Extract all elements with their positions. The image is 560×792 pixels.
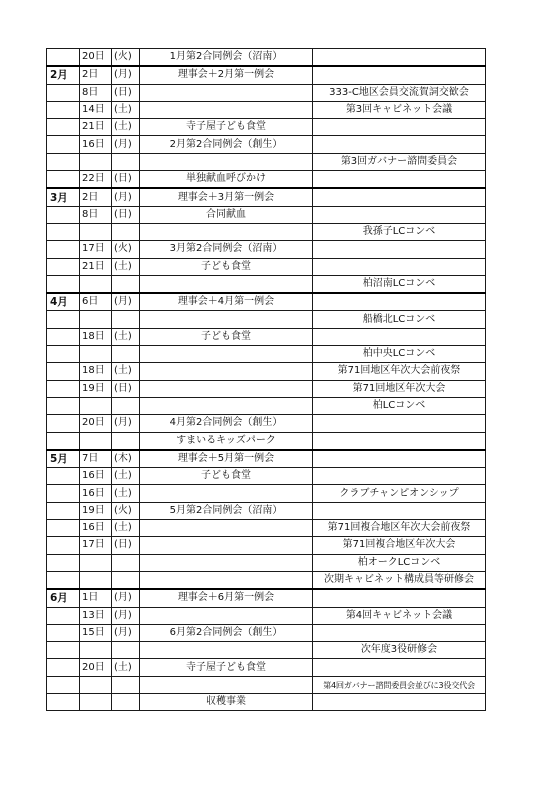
table-row	[47, 554, 486, 571]
weekday-cell: (土)	[112, 485, 140, 502]
district-event-cell	[313, 432, 486, 450]
district-event-cell: 第71回複合地区年次大会	[313, 537, 486, 554]
day-cell	[80, 554, 112, 571]
club-event-cell	[140, 311, 313, 328]
day-cell: 19日	[80, 502, 112, 519]
weekday-cell: (日)	[112, 537, 140, 554]
weekday-cell: (土)	[112, 258, 140, 275]
month-cell	[47, 554, 80, 571]
day-cell: 21日	[80, 119, 112, 136]
table-row	[47, 397, 486, 414]
weekday-cell: (月)	[112, 136, 140, 153]
district-event-cell	[313, 293, 486, 311]
district-event-cell	[313, 188, 486, 206]
month-cell	[47, 502, 80, 519]
month-cell	[47, 432, 80, 450]
month-cell	[47, 380, 80, 397]
day-cell	[80, 153, 112, 170]
day-cell	[80, 642, 112, 659]
table-row	[47, 346, 486, 363]
club-event-cell: 理事会＋3月第一例会	[140, 188, 313, 206]
table-row	[47, 537, 486, 554]
table-row	[47, 188, 486, 206]
club-event-cell: 収穫事業	[140, 693, 313, 710]
day-cell: 2日	[80, 188, 112, 206]
district-event-cell: 船橋北LCコンベ	[313, 311, 486, 328]
district-event-cell	[313, 589, 486, 607]
day-cell	[80, 397, 112, 414]
district-event-cell: 柏中央LCコンベ	[313, 346, 486, 363]
district-event-cell	[313, 49, 486, 67]
district-event-cell	[313, 171, 486, 189]
club-event-cell	[140, 485, 313, 502]
month-cell	[47, 607, 80, 624]
weekday-cell: (月)	[112, 66, 140, 84]
club-event-cell: 6月第2合同例会（創生）	[140, 624, 313, 641]
month-cell	[47, 397, 80, 414]
district-event-cell	[313, 258, 486, 275]
district-event-cell	[313, 624, 486, 641]
table-row	[47, 676, 486, 693]
month-cell	[47, 84, 80, 101]
day-cell: 16日	[80, 520, 112, 537]
district-event-cell	[313, 693, 486, 710]
club-event-cell: 2月第2合同例会（創生）	[140, 136, 313, 153]
day-cell: 2日	[80, 66, 112, 84]
club-event-cell: 子ども食堂	[140, 258, 313, 275]
district-event-cell	[313, 241, 486, 258]
weekday-cell	[112, 676, 140, 693]
district-event-cell	[313, 659, 486, 676]
schedule-body	[47, 49, 486, 711]
club-event-cell: 単独献血呼びかけ	[140, 171, 313, 189]
month-cell: 6月	[47, 589, 80, 607]
weekday-cell: (土)	[112, 101, 140, 118]
table-row	[47, 642, 486, 659]
weekday-cell: (火)	[112, 241, 140, 258]
club-event-cell	[140, 101, 313, 118]
district-event-cell: クラブチャンピオンシップ	[313, 485, 486, 502]
month-cell: 4月	[47, 293, 80, 311]
weekday-cell	[112, 346, 140, 363]
club-event-cell	[140, 607, 313, 624]
district-event-cell: 第4回ガバナー諮問委員会並びに3役交代会	[313, 676, 486, 693]
club-event-cell	[140, 676, 313, 693]
club-event-cell	[140, 223, 313, 240]
day-cell: 17日	[80, 537, 112, 554]
table-row	[47, 607, 486, 624]
day-cell	[80, 311, 112, 328]
table-row	[47, 328, 486, 345]
weekday-cell: (月)	[112, 624, 140, 641]
month-cell	[47, 136, 80, 153]
table-row	[47, 49, 486, 67]
club-event-cell: 理事会＋5月第一例会	[140, 450, 313, 468]
day-cell: 14日	[80, 101, 112, 118]
district-event-cell	[313, 136, 486, 153]
weekday-cell	[112, 554, 140, 571]
table-row	[47, 311, 486, 328]
day-cell	[80, 693, 112, 710]
month-cell	[47, 49, 80, 67]
club-event-cell	[140, 642, 313, 659]
table-row	[47, 241, 486, 258]
day-cell: 16日	[80, 485, 112, 502]
weekday-cell: (日)	[112, 380, 140, 397]
day-cell: 1日	[80, 589, 112, 607]
day-cell: 17日	[80, 241, 112, 258]
weekday-cell	[112, 311, 140, 328]
table-row	[47, 468, 486, 485]
club-event-cell: すまいるキッズパーク	[140, 432, 313, 450]
table-row	[47, 101, 486, 118]
month-cell: 2月	[47, 66, 80, 84]
club-event-cell	[140, 537, 313, 554]
month-cell	[47, 537, 80, 554]
month-cell	[47, 223, 80, 240]
weekday-cell	[112, 432, 140, 450]
club-event-cell: 子ども食堂	[140, 328, 313, 345]
month-cell	[47, 468, 80, 485]
club-event-cell	[140, 363, 313, 380]
district-event-cell: 次期キャビネット構成員等研修会	[313, 571, 486, 589]
club-event-cell: 子ども食堂	[140, 468, 313, 485]
table-row	[47, 119, 486, 136]
day-cell: 21日	[80, 258, 112, 275]
month-cell	[47, 676, 80, 693]
club-event-cell	[140, 397, 313, 414]
month-cell	[47, 101, 80, 118]
district-event-cell	[313, 502, 486, 519]
district-event-cell	[313, 119, 486, 136]
month-cell	[47, 571, 80, 589]
club-event-cell	[140, 346, 313, 363]
day-cell: 7日	[80, 450, 112, 468]
weekday-cell: (日)	[112, 84, 140, 101]
table-row	[47, 153, 486, 170]
district-event-cell: 次年度3役研修会	[313, 642, 486, 659]
table-row	[47, 502, 486, 519]
month-cell	[47, 275, 80, 293]
club-event-cell	[140, 520, 313, 537]
weekday-cell: (土)	[112, 659, 140, 676]
weekday-cell	[112, 571, 140, 589]
month-cell	[47, 346, 80, 363]
district-event-cell	[313, 206, 486, 223]
day-cell: 18日	[80, 328, 112, 345]
weekday-cell: (土)	[112, 520, 140, 537]
district-event-cell	[313, 468, 486, 485]
day-cell	[80, 275, 112, 293]
club-event-cell: 寺子屋子ども食堂	[140, 659, 313, 676]
weekday-cell	[112, 223, 140, 240]
club-event-cell: 理事会＋2月第一例会	[140, 66, 313, 84]
table-row	[47, 206, 486, 223]
district-event-cell	[313, 66, 486, 84]
table-row	[47, 485, 486, 502]
day-cell: 20日	[80, 415, 112, 432]
month-cell	[47, 485, 80, 502]
month-cell	[47, 206, 80, 223]
table-row	[47, 415, 486, 432]
day-cell: 13日	[80, 607, 112, 624]
table-row	[47, 84, 486, 101]
table-row	[47, 432, 486, 450]
day-cell: 22日	[80, 171, 112, 189]
table-row	[47, 136, 486, 153]
club-event-cell	[140, 275, 313, 293]
district-event-cell: 柏LCコンベ	[313, 397, 486, 414]
club-event-cell: 4月第2合同例会（創生）	[140, 415, 313, 432]
district-event-cell: 我孫子LCコンベ	[313, 223, 486, 240]
weekday-cell: (火)	[112, 502, 140, 519]
month-cell	[47, 153, 80, 170]
day-cell: 18日	[80, 363, 112, 380]
day-cell	[80, 676, 112, 693]
month-cell	[47, 171, 80, 189]
table-row	[47, 223, 486, 240]
table-row	[47, 589, 486, 607]
club-event-cell: 寺子屋子ども食堂	[140, 119, 313, 136]
weekday-cell: (月)	[112, 415, 140, 432]
month-cell	[47, 328, 80, 345]
table-row	[47, 275, 486, 293]
district-event-cell: 第71回地区年次大会	[313, 380, 486, 397]
day-cell: 6日	[80, 293, 112, 311]
month-cell	[47, 642, 80, 659]
day-cell: 20日	[80, 49, 112, 67]
weekday-cell: (木)	[112, 450, 140, 468]
table-row	[47, 380, 486, 397]
club-event-cell: 1月第2合同例会（沼南）	[140, 49, 313, 67]
day-cell	[80, 346, 112, 363]
club-event-cell: 5月第2合同例会（沼南）	[140, 502, 313, 519]
table-row	[47, 293, 486, 311]
district-event-cell: 第71回複合地区年次大会前夜祭	[313, 520, 486, 537]
table-row	[47, 659, 486, 676]
month-cell	[47, 119, 80, 136]
club-event-cell	[140, 153, 313, 170]
club-event-cell: 理事会＋6月第一例会	[140, 589, 313, 607]
table-row	[47, 624, 486, 641]
table-row	[47, 66, 486, 84]
district-event-cell: 第4回キャビネット会議	[313, 607, 486, 624]
day-cell: 8日	[80, 84, 112, 101]
district-event-cell	[313, 328, 486, 345]
weekday-cell	[112, 642, 140, 659]
table-row	[47, 258, 486, 275]
weekday-cell: (日)	[112, 206, 140, 223]
month-cell	[47, 659, 80, 676]
district-event-cell: 第3回ガバナー諮問委員会	[313, 153, 486, 170]
district-event-cell: 第3回キャビネット会議	[313, 101, 486, 118]
month-cell	[47, 520, 80, 537]
day-cell: 16日	[80, 136, 112, 153]
club-event-cell	[140, 554, 313, 571]
weekday-cell: (土)	[112, 119, 140, 136]
day-cell	[80, 571, 112, 589]
weekday-cell: (月)	[112, 188, 140, 206]
table-row	[47, 363, 486, 380]
table-row	[47, 171, 486, 189]
month-cell	[47, 693, 80, 710]
weekday-cell: (土)	[112, 363, 140, 380]
district-event-cell: 333-C地区会員交流賀詞交歓会	[313, 84, 486, 101]
district-event-cell: 柏沼南LCコンベ	[313, 275, 486, 293]
weekday-cell	[112, 153, 140, 170]
day-cell	[80, 223, 112, 240]
day-cell: 19日	[80, 380, 112, 397]
weekday-cell: (火)	[112, 49, 140, 67]
weekday-cell: (土)	[112, 328, 140, 345]
weekday-cell: (日)	[112, 171, 140, 189]
day-cell	[80, 432, 112, 450]
day-cell: 20日	[80, 659, 112, 676]
day-cell: 16日	[80, 468, 112, 485]
month-cell: 5月	[47, 450, 80, 468]
day-cell: 15日	[80, 624, 112, 641]
weekday-cell: (月)	[112, 607, 140, 624]
club-event-cell	[140, 380, 313, 397]
club-event-cell: 理事会＋4月第一例会	[140, 293, 313, 311]
month-cell: 3月	[47, 188, 80, 206]
month-cell	[47, 241, 80, 258]
month-cell	[47, 363, 80, 380]
day-cell: 8日	[80, 206, 112, 223]
weekday-cell	[112, 397, 140, 414]
month-cell	[47, 311, 80, 328]
club-event-cell: 3月第2合同例会（沼南）	[140, 241, 313, 258]
weekday-cell: (月)	[112, 293, 140, 311]
weekday-cell: (月)	[112, 589, 140, 607]
club-event-cell	[140, 84, 313, 101]
district-event-cell	[313, 450, 486, 468]
club-event-cell: 合同献血	[140, 206, 313, 223]
table-row	[47, 450, 486, 468]
month-cell	[47, 258, 80, 275]
month-cell	[47, 624, 80, 641]
district-event-cell	[313, 415, 486, 432]
club-event-cell	[140, 571, 313, 589]
district-event-cell: 柏オークLCコンベ	[313, 554, 486, 571]
weekday-cell: (土)	[112, 468, 140, 485]
weekday-cell	[112, 275, 140, 293]
schedule-table	[46, 48, 486, 711]
district-event-cell: 第71回地区年次大会前夜祭	[313, 363, 486, 380]
table-row	[47, 693, 486, 710]
weekday-cell	[112, 693, 140, 710]
month-cell	[47, 415, 80, 432]
table-row	[47, 571, 486, 589]
table-row	[47, 520, 486, 537]
